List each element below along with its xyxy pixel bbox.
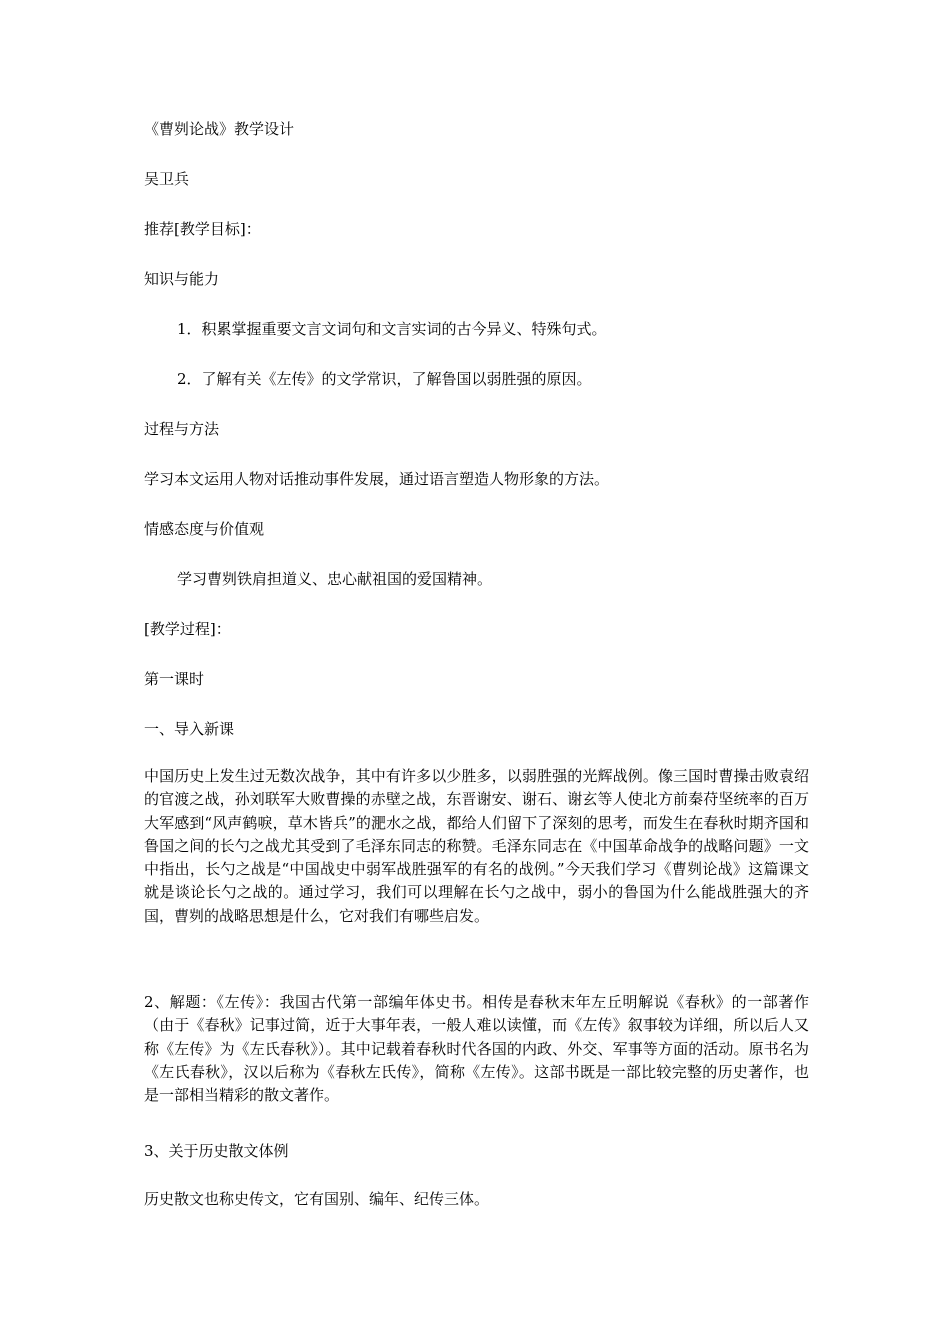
lesson-heading: 第一课时 [144,670,205,688]
teaching-process-heading: [教学过程]： [144,620,231,638]
knowledge-item-1: 1．积累掌握重要文言文词句和文言实词的古今异义、特殊句式。 [177,320,607,338]
process-heading: 过程与方法 [144,420,220,438]
knowledge-heading: 知识与能力 [144,270,220,288]
section1-paragraph: 中国历史上发生过无数次战争，其中有许多以少胜多，以弱胜强的光辉战例。像三国时曹操击败袁绍的官渡之战，孙刘联军大败曹操的赤壁之战，东晋谢安、谢石、谢玄等人使北方前秦苻坚统率的百万大军感到“风声鹤唳，草木皆兵”的淝水之战，都给人们留下了深刻的思考，而发生在春秋时期齐国和鲁国之间的长勺之战尤其受到了毛泽东同志的称赞。毛泽东同志在《中国革命战争的战略问题》一文中指出，长勺之战是“中国战史中弱军战胜强军的有名的战例。”今天我们学习《曹刿论战》这篇课文就是谈论长勺之战的。通过学习，我们可以理解在长勺之战中，弱小的鲁国为什么能战胜强大的齐国，曹刿的战略思想是什么，它对我们有哪些启发。 [144,767,809,925]
process-text: 学习本文运用人物对话推动事件发展，通过语言塑造人物形象的方法。 [144,470,610,488]
emotion-text: 学习曹刿铁肩担道义、忠心献祖国的爱国精神。 [177,570,493,588]
objectives-heading: 推荐[教学目标]： [144,220,261,238]
section1-heading: 一、导入新课 [144,720,235,738]
emotion-heading: 情感态度与价值观 [144,520,265,538]
section2-paragraph: 2、解题：《左传》：我国古代第一部编年体史书。相传是春秋末年左丘明解说《春秋》的一部著作（由于《春秋》记事过简，近于大事年表，一般人难以读懂，而《左传》叙事较为详细，所以后人又称《左传》为《左氏春秋》）。其中记载着春秋时代各国的内政、外交、军事等方面的活动。原书名为《左氏春秋》，汉以后称为《春秋左氏传》，简称《左传》。这部书既是一部比较完整的历史著作，也是一部相当精彩的散文著作。 [144,993,809,1105]
knowledge-item-2: 2．了解有关《左传》的文学常识，了解鲁国以弱胜强的原因。 [177,370,592,388]
author-name: 吴卫兵 [144,170,190,188]
section3-text: 历史散文也称史传文，它有国别、编年、纪传三体。 [144,1190,490,1208]
section3-heading: 3、关于历史散文体例 [144,1142,289,1160]
document-title: 《曹刿论战》教学设计 [144,120,295,138]
